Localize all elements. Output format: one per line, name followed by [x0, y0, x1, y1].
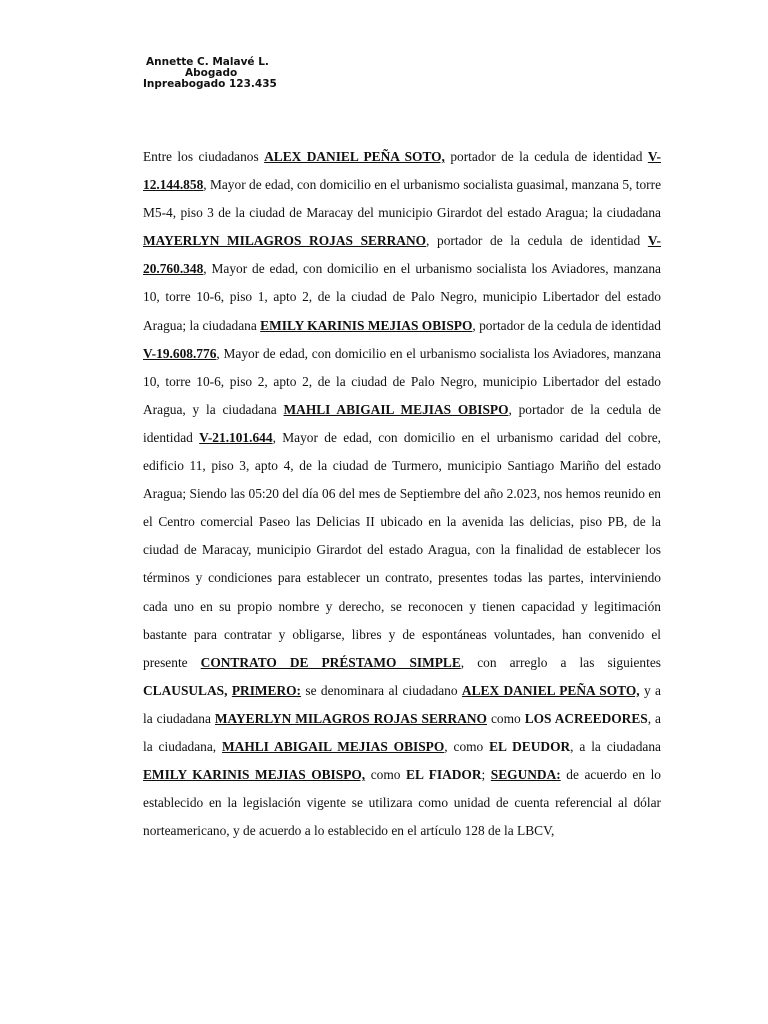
contract-text: Entre los ciudadanos: [143, 149, 265, 164]
emphasis-text: ALEX DANIEL PEÑA SOTO,: [461, 682, 640, 698]
contract-text: , con arreglo a las siguientes: [460, 654, 662, 670]
contract-text: , Mayor de edad, con domicilio en el urbanismo socialista los Aviadores, manzana 10, torre 10-6, piso 1, apto 2, de la ciudad de Palo Negro, municipio Libertador del estado Aragua; la ciudadana: [143, 261, 661, 333]
contract-text: , Mayor de edad, con domicilio en el urbanismo caridad del cobre, edificio 11, piso 3, apto 4, de la ciudad de Turmero, municipio Santiago Mariño del estado Aragua; Siendo las 05:20 del día 06 del mes de Septiembre del año 2.023, nos hemos reunido en el Centro comercial Paseo las Delicias II ubicado en la avenida las delicias, piso PB, de la ciudad de Maracay, municipio Girardot del estado Aragua, con la finalidad de establecer los términos y condiciones para establecer un contrato, presentes todas las partes, interviniendo cada uno en su propio nombre y derecho, se reconocen y tienen capacidad y legitimación bastante para contratar y obligarse, libres y de espontáneas voluntades, han convenido el presente: [143, 429, 661, 670]
emphasis-text: MAYERLYN MILAGROS ROJAS SERRANO: [143, 233, 427, 249]
emphasis-text: V-12.144.858: [143, 149, 661, 193]
emphasis-text: CLAUSULAS,: [143, 682, 228, 698]
contract-text: , como: [444, 738, 490, 754]
emphasis-text: MAHLI ABIGAIL MEJIAS OBISPO: [283, 401, 509, 417]
contract-text: portador de la cedula de identidad: [444, 149, 648, 164]
contract-text: como: [486, 710, 525, 726]
emphasis-text: MAHLI ABIGAIL MEJIAS OBISPO: [222, 738, 445, 754]
contract-text: ;: [481, 767, 491, 783]
emphasis-text: EMILY KARINIS MEJIAS OBISPO: [260, 317, 473, 333]
emphasis-text: MAYERLYN MILAGROS ROJAS SERRANO: [214, 710, 487, 726]
lawyer-title: Abogado: [185, 67, 238, 79]
emphasis-text: V-21.101.644: [199, 429, 273, 445]
contract-text: de acuerdo en lo establecido en la legislación vigente se utilizara como unidad de cuenta referencial al dólar norteamericano, y de acuerdo a lo establecido en el artículo 128 de la LBCV,: [143, 767, 662, 839]
contract-text: como: [365, 767, 407, 783]
contract-text: , Mayor de edad, con domicilio en el urbanismo socialista los Aviadores, manzana 10, torre 10-6, piso 2, apto 2, de la ciudad de Palo Negro, municipio Libertador del estado Aragua, y la ciudadana: [143, 345, 661, 417]
emphasis-text: V-19.608.776: [143, 345, 217, 361]
lawyer-name: Annette C. Malavé L.: [146, 56, 269, 68]
emphasis-text: SEGUNDA:: [490, 767, 561, 783]
contract-text: , portador de la cedula de identidad: [426, 233, 648, 249]
contract-text: se denominara al ciudadano: [301, 682, 462, 698]
emphasis-text: ALEX DANIEL PEÑA SOTO,: [264, 149, 445, 164]
contract-text: , portador de la cedula de identidad: [472, 317, 661, 333]
emphasis-text: EL FIADOR: [406, 767, 482, 783]
contract-text: , a la ciudadana: [570, 738, 662, 754]
letterhead: [143, 57, 277, 90]
emphasis-text: EL DEUDOR: [489, 738, 571, 754]
emphasis-text: V-20.760.348: [143, 233, 661, 277]
emphasis-text: LOS ACREEDORES: [524, 710, 648, 726]
contract-text: , a la ciudadana,: [143, 710, 661, 754]
emphasis-text: CONTRATO DE PRÉSTAMO SIMPLE: [200, 654, 461, 670]
lawyer-registry: Inpreabogado 123.435: [143, 78, 277, 90]
emphasis-text: PRIMERO:: [231, 682, 302, 698]
contract-text: , Mayor de edad, con domicilio en el urbanismo socialista guasimal, manzana 5, torre M5-4, piso 3 de la ciudad de Maracay del municipio Girardot del estado Aragua; la ciudadana: [143, 177, 662, 221]
contract-text: , portador de la cedula de identidad: [143, 401, 661, 445]
contract-text: y a la ciudadana: [143, 682, 661, 726]
contract-body: [143, 143, 661, 845]
emphasis-text: EMILY KARINIS MEJIAS OBISPO,: [143, 767, 366, 783]
